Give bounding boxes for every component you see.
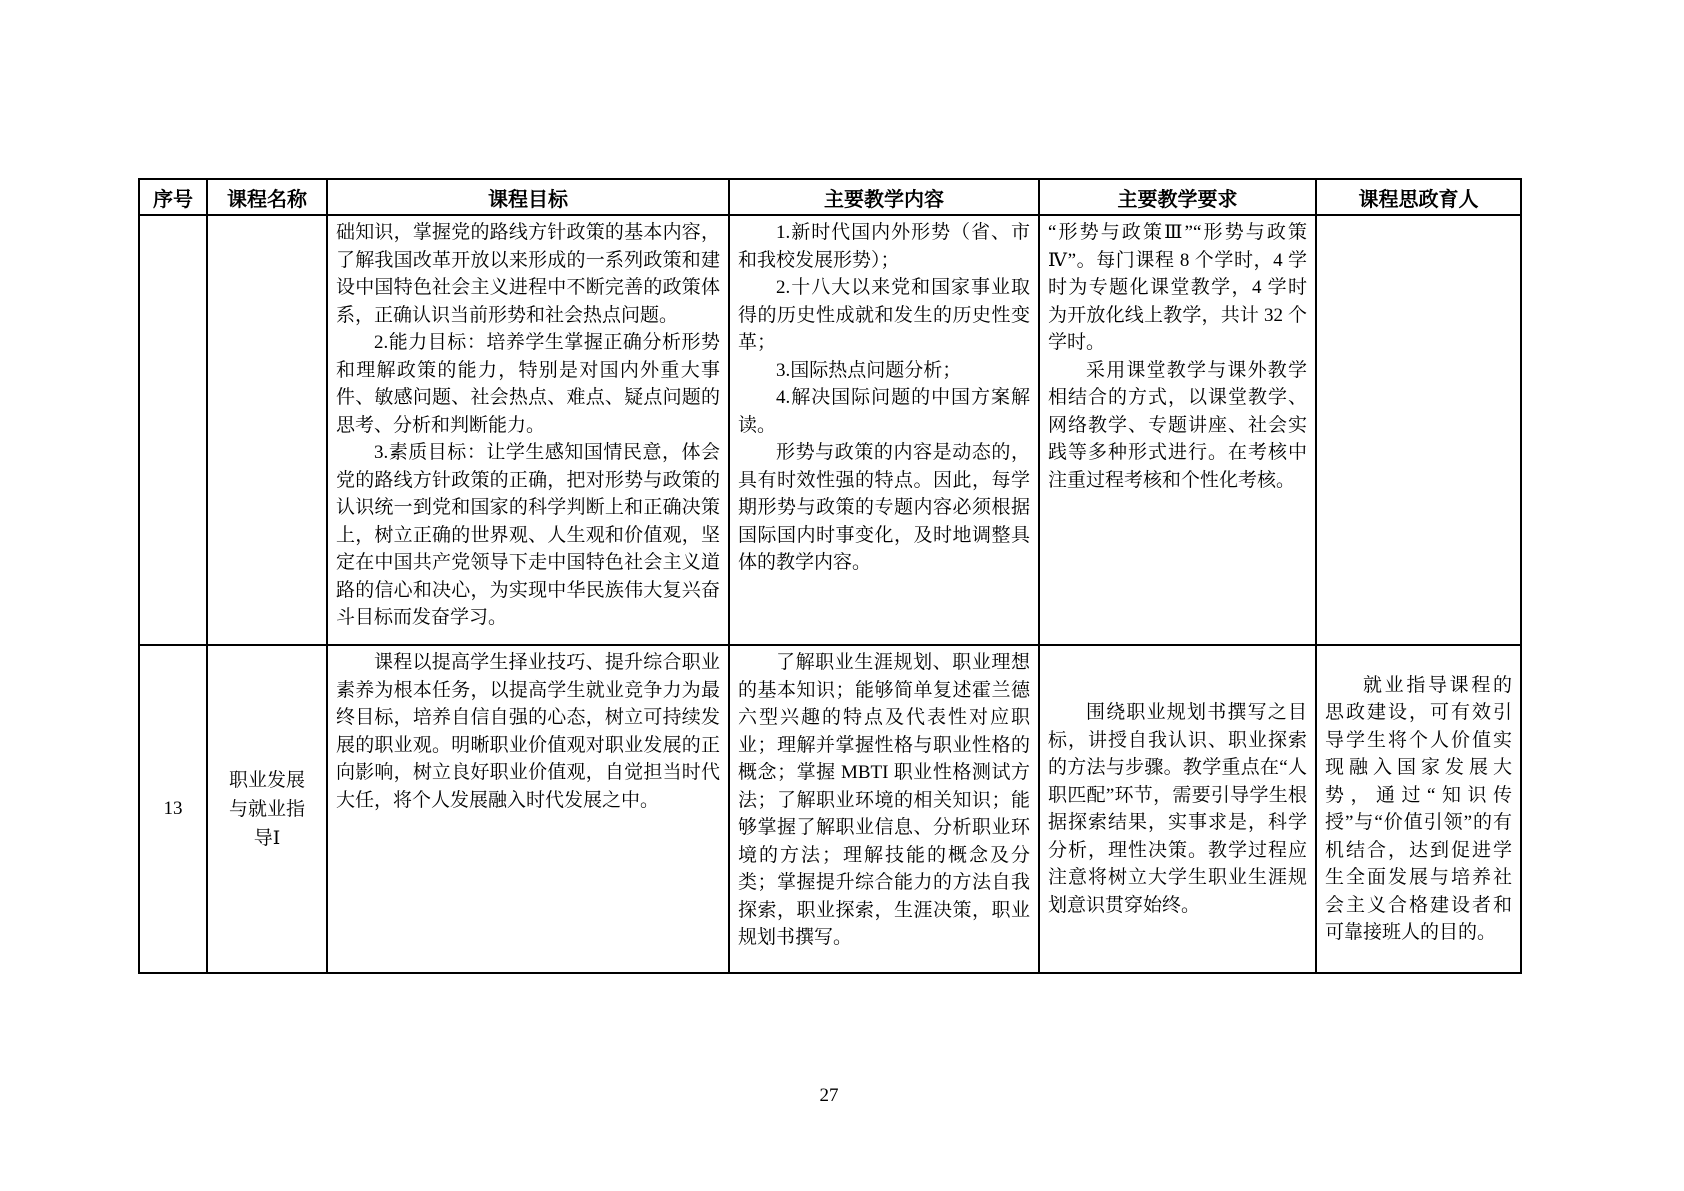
paragraph: 3.素质目标：让学生感知国情民意，体会党的路线方针政策的正确，把对形势与政策的认识统一到党和国家的科学判断上和正确决策上，树立正确的世界观、人生观和价值观，坚定在中国共产党领导下走中国特色社会主义道路的信心和决心，为实现中华民族伟大复兴奋斗目标而发奋学习。 <box>336 442 720 628</box>
cell-teaching-requirements <box>1039 215 1316 645</box>
col-header-teaching-content: 主要教学内容 <box>729 179 1039 215</box>
paragraph: 围绕职业规划书撰写之目标，讲授自我认识、职业探索的方法与步骤。教学重点在“人职匹配”环节，需要引导学生根据探索结果，实事求是，科学分析，理性决策。教学过程应注意将树立大学生职业生涯规划意识贯穿始终。 <box>1048 702 1307 916</box>
cell-course-name <box>207 215 327 645</box>
paragraph: 形势与政策的内容是动态的，具有时效性强的特点。因此，每学期形势与政策的专题内容必须根据国际国内时事变化，及时地调整具体的教学内容。 <box>738 442 1030 573</box>
paragraph: 2.十八大以来党和国家事业取得的历史性成就和发生的历史性变革； <box>738 277 1030 353</box>
cell-ideology <box>1316 215 1521 645</box>
cell-objectives <box>327 215 729 645</box>
paragraph: “形势与政策Ⅲ”“形势与政策Ⅳ”。每门课程 8 个学时，4 学时为专题化课堂教学，4 学时为开放化线上教学，共计 32 个学时。 <box>1048 222 1307 353</box>
course-name-text: 职业发展与就业指导Ⅰ <box>228 769 305 849</box>
table-row <box>139 215 1521 645</box>
paragraph: 就业指导课程的思政建设，可有效引导学生将个人价值实现融入国家发展大势，通过“知识传授”与“价值引领”的有机结合，达到促进学生全面发展与培养社会主义合格建设者和可靠接班人的目的。 <box>1325 674 1512 943</box>
paragraph: 础知识，掌握党的路线方针政策的基本内容，了解我国改革开放以来形成的一系列政策和建设中国特色社会主义进程中不断完善的政策体系，正确认识当前形势和社会热点问题。 <box>336 222 720 326</box>
paragraph: 了解职业生涯规划、职业理想的基本知识；能够简单复述霍兰德六型兴趣的特点及代表性对应职业；理解并掌握性格与职业性格的概念；掌握 MBTI 职业性格测试方 法；了解职业环境的相关知识；能够掌握了解职业信息、分析职业环境的方法；理解技能的概念及分类；掌握提升综合能力的方法自我探索，职业探索，生涯决策，职业规划书撰写。 <box>738 652 1030 948</box>
paragraph: 1.新时代国内外形势（省、市和我校发展形势）； <box>738 222 1030 271</box>
paragraph: 3.国际热点问题分析； <box>776 359 962 381</box>
paragraph: 课程以提高学生择业技巧、提升综合职业素养为根本任务，以提高学生就业竞争力为最终目标，培养自信自强的心态，树立可持续发展的职业观。明晰职业价值观对职业发展的正向影响，树立良好职业价值观，自觉担当时代大任，将个人发展融入时代发展之中。 <box>336 652 720 811</box>
col-header-objectives: 课程目标 <box>327 179 729 215</box>
cell-teaching-content <box>729 215 1039 645</box>
cell-teaching-content <box>729 645 1039 973</box>
cell-seq <box>139 215 207 645</box>
paragraph: 采用课堂教学与课外教学相结合的方式，以课堂教学、网络教学、专题讲座、社会实践等多种形式进行。在考核中注重过程考核和个性化考核。 <box>1048 359 1307 491</box>
paragraph: 4.解决国际问题的中国方案解读。 <box>738 387 1030 436</box>
header-row <box>139 179 1521 215</box>
course-table <box>138 178 1522 974</box>
table-row <box>139 645 1521 973</box>
col-header-course-name: 课程名称 <box>207 179 327 215</box>
page-number: 27 <box>819 1085 839 1106</box>
col-header-ideology: 课程思政育人 <box>1316 179 1521 215</box>
paragraph: 2.能力目标：培养学生掌握正确分析形势和理解政策的能力，特别是对国内外重大事件、敏感问题、社会热点、难点、疑点问题的思考、分析和判断能力。 <box>336 332 720 436</box>
cell-teaching-requirements <box>1039 645 1316 973</box>
cell-seq: 13 <box>139 645 207 973</box>
col-header-teaching-requirements: 主要教学要求 <box>1039 179 1316 215</box>
cell-objectives <box>327 645 729 973</box>
col-header-seq: 序号 <box>139 179 207 215</box>
cell-ideology <box>1316 645 1521 973</box>
cell-course-name <box>207 645 327 973</box>
